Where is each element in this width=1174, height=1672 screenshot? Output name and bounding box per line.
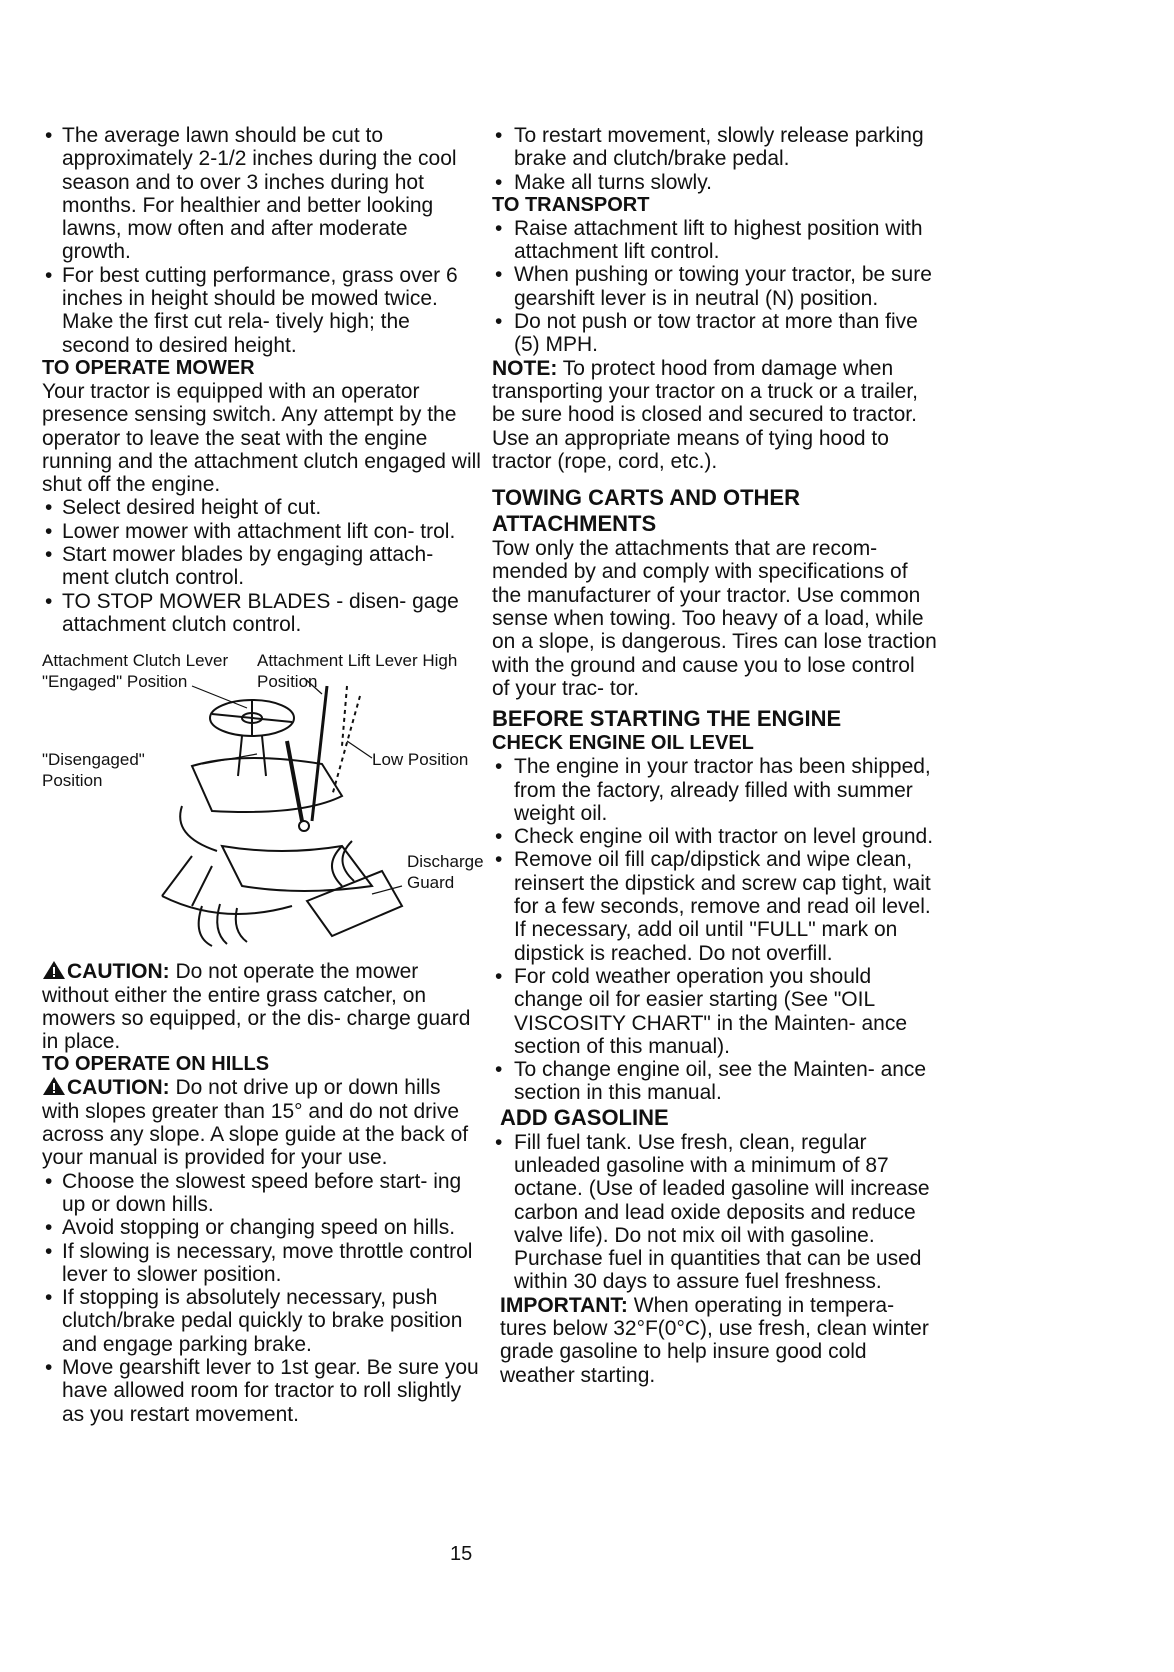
towing-paragraph: Tow only the attachments that are recom- mended by and comply with specifications of the manufacturer of your tractor. Use common sense when towing. Too heavy of a load, while on a slope, is dangerous. Tires can lose traction with the ground and cause you to lose control of your trac- tor.: [492, 537, 937, 700]
before-starting-heading: BEFORE STARTING THE ENGINE: [492, 706, 842, 732]
transport-list: [492, 217, 937, 357]
list-item: • If slowing is necessary, move throttle control lever to slower position.: [42, 1240, 482, 1287]
list-item: • Avoid stopping or changing speed on hills.: [42, 1216, 482, 1239]
important-text: When operating in tempera- tures below 32°F(0°C), use fresh, clean winter grade gasoline to help insure good cold weather starting.: [500, 1293, 929, 1387]
list-item: • The average lawn should be cut to approximately 2-1/2 inches during the cool season and to over 3 inches during hot months. For healthier and better looking lawns, mow often and after moderate growth.: [42, 124, 482, 264]
label-lift-high: Attachment Lift Lever High Position: [257, 651, 458, 692]
list-item: • Fill fuel tank. Use fresh, clean, regular unleaded gasoline with a minimum of 87 octane. (Use of leaded gasoline will increase carbon and lead oxide deposits and reduce valve life). Do not mix oil with gasoline. Purchase fuel in quantities that can be used within 30 days to assure fuel freshness.: [492, 1131, 937, 1294]
label-lift-low: Low Position: [372, 750, 469, 770]
list-item: • Choose the slowest speed before start- ing up or down hills.: [42, 1170, 482, 1217]
important-note: [492, 1294, 937, 1387]
gasoline-list: [492, 1131, 937, 1294]
list-item: • TO STOP MOWER BLADES - disen- gage attachment clutch control.: [42, 590, 482, 637]
note-text: To protect hood from damage when transporting your tractor on a truck or a trailer, be sure hood is closed and secured to tractor. Use an appropriate means of tying hood to tractor (rope, cord, etc.).: [492, 356, 919, 473]
caution-label: CAUTION:: [67, 960, 170, 984]
list-item: • For cold weather operation you should change oil for easier starting (See "OIL VISCOSITY CHART" in the Mainten- ance section of this manual).: [492, 965, 937, 1058]
label-discharge-guard: Discharge Guard: [407, 852, 484, 893]
caution-text: Do not operate the mower without either the entire grass catcher, on mowers so equipped, or the dis- charge guard in place.: [42, 960, 471, 1054]
list-item: • The engine in your tractor has been shipped, from the factory, already filled with summer weight oil.: [492, 755, 937, 825]
caution-mower: [42, 960, 482, 1053]
page-number: 15: [450, 1543, 473, 1565]
list-item: • For best cutting performance, grass over 6 inches in height should be mowed twice. Make the first cut rela- tively high; the second to desired height.: [42, 264, 482, 357]
list-item: • To change engine oil, see the Mainten- ance section in this manual.: [492, 1058, 937, 1105]
left-column: [42, 124, 482, 1426]
list-item: • Do not push or tow tractor at more than five (5) MPH.: [492, 310, 937, 357]
restart-list: [492, 124, 937, 194]
check-oil-subheading: CHECK ENGINE OIL LEVEL: [492, 732, 754, 755]
list-item: • When pushing or towing your tractor, be sure gearshift lever is in neutral (N) position.: [492, 263, 937, 310]
right-column: [492, 124, 937, 1387]
list-item: • Start mower blades by engaging attach- ment clutch control.: [42, 543, 482, 590]
list-item: • Make all turns slowly.: [492, 171, 937, 194]
note-label: NOTE:: [492, 356, 558, 380]
oil-list: [492, 755, 937, 1104]
caution-label: CAUTION:: [67, 1076, 170, 1100]
transport-heading: TO TRANSPORT: [492, 193, 650, 216]
operate-mower-heading: TO OPERATE MOWER: [42, 356, 255, 379]
list-item: • If stopping is absolutely necessary, push clutch/brake pedal quickly to brake position and engage parking brake.: [42, 1286, 482, 1356]
tractor-illustration: [42, 646, 482, 956]
list-item: • Lower mower with attachment lift con- trol.: [42, 520, 482, 543]
towing-heading: TOWING CARTS AND OTHER ATTACHMENTS: [492, 485, 800, 537]
add-gasoline-heading: ADD GASOLINE: [500, 1104, 669, 1130]
warning-triangle-icon: [42, 1076, 66, 1096]
caution-hills: [42, 1076, 482, 1169]
transport-note: [492, 357, 937, 473]
label-clutch-engaged: Attachment Clutch Lever "Engaged" Position: [42, 651, 229, 692]
list-item: • Remove oil fill cap/dipstick and wipe clean, reinsert the dipstick and screw cap tight, wait for a few seconds, remove and read oil level. If necessary, add oil until "FULL" mark on dipstick is reached. Do not overfill.: [492, 848, 937, 964]
operate-mower-paragraph: Your tractor is equipped with an operator presence sensing switch. Any attempt by the operator to leave the seat with the engine running and the attachment clutch engaged will shut off the engine.: [42, 379, 481, 497]
warning-triangle-icon: [42, 960, 66, 980]
list-item: • Check engine oil with tractor on level ground.: [492, 825, 937, 848]
intro-list: [42, 124, 482, 357]
label-clutch-disengaged: "Disengaged" Position: [42, 750, 145, 791]
operate-hills-heading: TO OPERATE ON HILLS: [42, 1053, 270, 1076]
list-item: • Raise attachment lift to highest position with attachment lift control.: [492, 217, 937, 264]
important-label: IMPORTANT:: [500, 1293, 628, 1317]
list-item: • Move gearshift lever to 1st gear. Be sure you have allowed room for tractor to roll slightly as you restart movement.: [42, 1356, 482, 1426]
operate-mower-list: [42, 496, 482, 636]
list-item: • Select desired height of cut.: [42, 496, 482, 519]
mower-controls-figure: [42, 646, 482, 956]
caution-text: Do not drive up or down hills with slopes greater than 15° and do not drive across any slope. A slope guide at the back of your manual is provided for your use.: [42, 1076, 469, 1170]
list-item: • To restart movement, slowly release parking brake and clutch/brake pedal.: [492, 124, 937, 171]
hills-list: [42, 1170, 482, 1426]
